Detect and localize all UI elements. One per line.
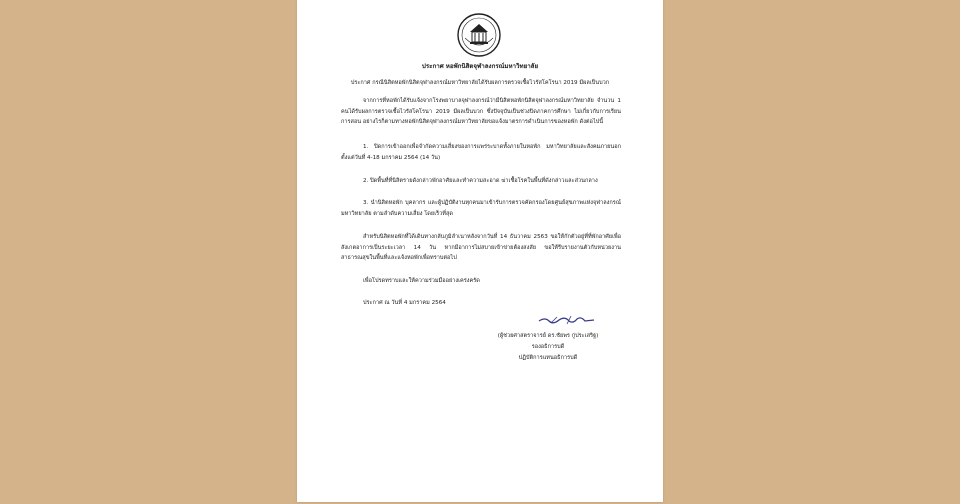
measure-item-1: 1. ปิดการเข้าออกเพื่อจำกัดความเสี่ยงของการแพร่ระบาดทั้งภายในหอพัก มหาวิทยาลัยและสังคมภายนอก ตั้งแต่วันที่ 4-18 มกราคม 2564 (14 วัน) [341, 144, 621, 161]
measure-item-3: 3. นำนิสิตหอพัก บุคลากร และผู้ปฏิบัติงานทุกคนมาเข้ารับการตรวจคัดกรองโดยศูนย์สุขภาพแห่งจุฬาลงกรณ์มหาวิทยาลัย ตามลำดับความเสี่ยง โดยเร็วที่สุด [341, 200, 621, 217]
announcement-subtitle: ประกาศ กรณีนิสิตหอพักนิสิตจุฬาลงกรณ์มหาวิทยาลัยได้รับผลการตรวจเชื้อไวรัสโคโรนา 2019 มีผลเป็นบวก [350, 80, 610, 86]
announcement-date: ประกาศ ณ วันที่ 4 มกราคม 2564 [363, 300, 446, 306]
note-paragraph: สำหรับนิสิตหอพักที่ได้เดินทางกลับภูมิลำเนาหลังจากวันที่ 14 ธันวาคม 2563 ขอให้กักตัวอยู่ที่ที่พักอาศัยเพื่อสังเกตอาการเป็นระยะเวลา 14 วัน หากมีอาการไม่สบายเข้าข่ายต้องสงสัย ขอให้รีบรายงานตัวกับหน่วยงานสาธารณสุขในพื้นที่และแจ้งหอพักเพื่อทราบต่อไป [341, 234, 621, 261]
intro-paragraph: จากการที่หอพักได้รับแจ้งจากโรงพยาบาลจุฬาลงกรณ์ว่ามีนิสิตหอพักนิสิตจุฬาลงกรณ์มหาวิทยาลัย จำนวน 1 คนได้รับผลการตรวจเชื้อไวรัสโคโรนา 2019 มีผลเป็นบวก ซึ่งปัจจุบันเป็นช่วงปิดภาคการศึกษา ไม่เกี่ยวกับการเรียนการสอน อย่างไรก็ตามทางหอพักนิสิตจุฬาลงกรณ์มหาวิทยาลัยขอแจ้งมาตรการดำเนินการของหอพัก ดังต่อไปนี้ [341, 98, 621, 125]
signatory-position: รองอธิการบดี [531, 344, 565, 350]
document-page [297, 0, 663, 502]
signatory-role: ปฏิบัติการแทนอธิการบดี [518, 355, 578, 361]
announcement-title: ประกาศ หอพักนิสิตจุฬาลงกรณ์มหาวิทยาลัย [421, 63, 539, 70]
dormitory-seal-logo [456, 12, 502, 58]
signatory-name: (ผู้ช่วยศาสตราจารย์ ดร.ชัยพร กู่ประเสริฐ) [497, 333, 599, 339]
handwritten-signature [537, 313, 597, 327]
closing-line: เพื่อโปรดทราบและให้ความร่วมมืออย่างเคร่งครัด [363, 278, 480, 284]
measure-item-2: 2. ปิดพื้นที่ที่นิสิตรายดังกล่าวพักอาศัยและทำความสะอาด ฆ่าเชื้อโรคในพื้นที่ดังกล่าวและส่วนกลาง [363, 178, 598, 184]
